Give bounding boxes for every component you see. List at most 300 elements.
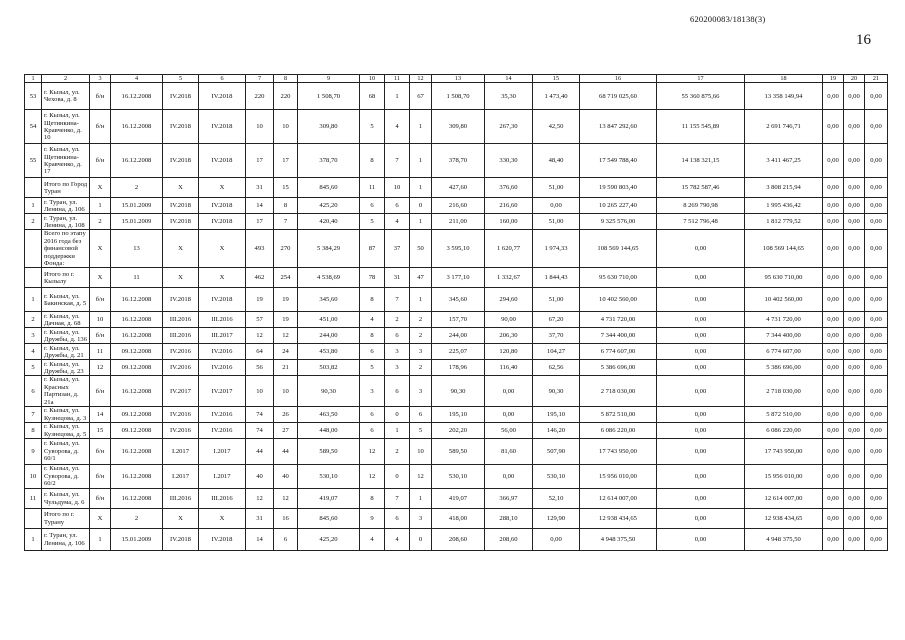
table-cell: 0,00: [865, 144, 888, 178]
table-cell: 0,00: [844, 83, 865, 110]
table-cell: 21: [274, 360, 298, 376]
address-cell: г. Кызыл, ул. Кузнецова, д. 5: [42, 423, 90, 439]
column-header: 19: [823, 75, 844, 83]
table-cell: 74: [246, 423, 274, 439]
table-cell: 1 508,70: [432, 83, 485, 110]
table-cell: 44: [274, 439, 298, 465]
column-header: 21: [865, 75, 888, 83]
table-cell: 420,40: [298, 214, 360, 230]
table-cell: 12: [360, 465, 385, 489]
table-cell: б/н: [90, 439, 111, 465]
table-cell: 7 344 400,00: [745, 328, 823, 344]
table-cell: 50: [410, 230, 432, 268]
table-cell: 51,00: [533, 288, 580, 312]
table-cell: 0,00: [823, 198, 844, 214]
table-cell: 1 332,67: [485, 268, 533, 288]
table-cell: III.2016: [199, 489, 246, 509]
table-cell: 0,00: [865, 83, 888, 110]
table-cell: 0,00: [844, 110, 865, 144]
table-cell: 0,00: [865, 439, 888, 465]
table-cell: 418,00: [432, 509, 485, 529]
column-header: 1: [25, 75, 42, 83]
table-cell: 5: [360, 360, 385, 376]
table-cell: 17 743 950,00: [580, 439, 657, 465]
table-cell: 0,00: [823, 178, 844, 198]
document-code: 620200083/18138(3): [690, 14, 766, 24]
table-cell: 244,00: [432, 328, 485, 344]
table-cell: 15 956 010,00: [745, 465, 823, 489]
table-cell: X: [90, 268, 111, 288]
table-cell: 0,00: [823, 360, 844, 376]
table-cell: X: [163, 230, 199, 268]
table-cell: 12: [246, 489, 274, 509]
table-cell: [25, 268, 42, 288]
table-cell: 220: [274, 83, 298, 110]
table-cell: 81,60: [485, 439, 533, 465]
table-cell: 0,00: [657, 529, 745, 551]
table-cell: 31: [246, 509, 274, 529]
table-cell: 16.12.2008: [111, 83, 163, 110]
table-cell: 3 411 467,25: [745, 144, 823, 178]
table-cell: 5 872 510,00: [580, 407, 657, 423]
table-cell: 589,50: [298, 439, 360, 465]
table-cell: 507,90: [533, 439, 580, 465]
table-cell: 0,00: [533, 198, 580, 214]
table-cell: 146,20: [533, 423, 580, 439]
table-cell: 0,00: [865, 465, 888, 489]
table-cell: 90,30: [533, 376, 580, 407]
column-header: 10: [360, 75, 385, 83]
table-cell: 419,07: [432, 489, 485, 509]
table-row: [25, 344, 888, 360]
table-cell: 0: [410, 198, 432, 214]
table-cell: 270: [274, 230, 298, 268]
table-cell: 845,60: [298, 178, 360, 198]
table-cell: 1: [385, 423, 410, 439]
table-cell: 6 774 607,00: [580, 344, 657, 360]
table-cell: IV.2016: [199, 407, 246, 423]
table-cell: 254: [274, 268, 298, 288]
table-cell: 0,00: [844, 344, 865, 360]
table-cell: 4 948 375,50: [745, 529, 823, 551]
table-cell: III.2016: [163, 312, 199, 328]
table-row: [25, 268, 888, 288]
table-cell: 2: [111, 509, 163, 529]
table-cell: 4: [360, 312, 385, 328]
table-cell: IV.2018: [163, 110, 199, 144]
table-cell: 87: [360, 230, 385, 268]
table-cell: I.2017: [163, 465, 199, 489]
column-header: 16: [580, 75, 657, 83]
table-cell: 225,07: [432, 344, 485, 360]
table-cell: [25, 230, 42, 268]
column-header: 7: [246, 75, 274, 83]
table-cell: 0,00: [823, 214, 844, 230]
table-cell: 0,00: [865, 268, 888, 288]
table-cell: 17 743 950,00: [745, 439, 823, 465]
address-cell: г. Кызыл, ул. Дружбы, д. 23: [42, 360, 90, 376]
table-cell: 51,00: [533, 214, 580, 230]
table-cell: 104,27: [533, 344, 580, 360]
table-cell: 378,70: [432, 144, 485, 178]
table-cell: 3: [410, 509, 432, 529]
table-cell: 1: [410, 214, 432, 230]
table-cell: X: [90, 230, 111, 268]
table-cell: 4 538,69: [298, 268, 360, 288]
table-cell: 0,00: [844, 423, 865, 439]
table-cell: 16.12.2008: [111, 288, 163, 312]
table-cell: 845,60: [298, 509, 360, 529]
table-cell: 1: [410, 110, 432, 144]
table-cell: 1 974,33: [533, 230, 580, 268]
table-cell: 0,00: [657, 288, 745, 312]
table-row: [25, 529, 888, 551]
table-cell: 0,00: [865, 376, 888, 407]
column-header: 8: [274, 75, 298, 83]
table-cell: 09.12.2008: [111, 407, 163, 423]
table-cell: 178,96: [432, 360, 485, 376]
table-row: [25, 214, 888, 230]
column-header: 13: [432, 75, 485, 83]
table-cell: 0,00: [657, 230, 745, 268]
table-cell: 16.12.2008: [111, 328, 163, 344]
table-cell: 1: [90, 529, 111, 551]
table-cell: 09.12.2008: [111, 423, 163, 439]
table-cell: 1: [25, 288, 42, 312]
table-cell: 19: [274, 312, 298, 328]
table-row: [25, 423, 888, 439]
table-cell: 208,60: [432, 529, 485, 551]
table-cell: 0,00: [844, 360, 865, 376]
table-cell: 216,60: [432, 198, 485, 214]
table-cell: 10 265 227,40: [580, 198, 657, 214]
table-cell: 17: [246, 144, 274, 178]
table-cell: 24: [274, 344, 298, 360]
table-cell: 6: [385, 198, 410, 214]
table-cell: 56: [246, 360, 274, 376]
table-cell: 78: [360, 268, 385, 288]
table-cell: 0,00: [657, 328, 745, 344]
table-cell: III.2017: [199, 328, 246, 344]
table-cell: 1: [410, 178, 432, 198]
table-cell: 1 844,43: [533, 268, 580, 288]
table-cell: X: [199, 178, 246, 198]
table-cell: 95 630 710,00: [580, 268, 657, 288]
address-cell: г. Кызыл, ул. Суворова, д. 60/2: [42, 465, 90, 489]
column-header: 15: [533, 75, 580, 83]
table-cell: 2: [111, 178, 163, 198]
table-cell: 0,00: [485, 376, 533, 407]
table-cell: 5 384,29: [298, 230, 360, 268]
column-header: 11: [385, 75, 410, 83]
table-cell: 1: [410, 489, 432, 509]
data-table: [24, 74, 888, 551]
table-cell: IV.2016: [199, 344, 246, 360]
table-cell: 6: [25, 376, 42, 407]
table-cell: 4: [385, 529, 410, 551]
table-cell: 0,00: [844, 439, 865, 465]
table-cell: IV.2018: [199, 198, 246, 214]
table-cell: 0,00: [823, 529, 844, 551]
table-cell: 6: [410, 407, 432, 423]
table-cell: 2: [25, 312, 42, 328]
table-cell: 16: [274, 509, 298, 529]
table-cell: 17: [274, 144, 298, 178]
table-cell: б/н: [90, 489, 111, 509]
table-cell: 14: [90, 407, 111, 423]
table-cell: 330,30: [485, 144, 533, 178]
table-cell: 12 614 007,00: [745, 489, 823, 509]
table-cell: 453,80: [298, 344, 360, 360]
table-cell: 0,00: [844, 465, 865, 489]
table-cell: 3 177,10: [432, 268, 485, 288]
table-cell: 16.12.2008: [111, 489, 163, 509]
table-cell: 0,00: [865, 198, 888, 214]
table-cell: 195,10: [432, 407, 485, 423]
table-cell: 6: [274, 529, 298, 551]
table-cell: 294,60: [485, 288, 533, 312]
table-cell: 64: [246, 344, 274, 360]
table-row: [25, 509, 888, 529]
table-cell: 206,30: [485, 328, 533, 344]
table-cell: 14: [246, 198, 274, 214]
table-cell: 1 620,77: [485, 230, 533, 268]
table-cell: 3: [360, 376, 385, 407]
table-cell: 11: [360, 178, 385, 198]
table-cell: 7: [385, 489, 410, 509]
table-cell: 0,00: [823, 83, 844, 110]
table-cell: 0,00: [823, 144, 844, 178]
table-cell: 129,90: [533, 509, 580, 529]
table-cell: III.2016: [163, 489, 199, 509]
table-cell: б/н: [90, 328, 111, 344]
table-cell: 10 402 560,00: [745, 288, 823, 312]
table-cell: 10: [385, 178, 410, 198]
table-cell: 6: [360, 344, 385, 360]
table-cell: 0,00: [844, 144, 865, 178]
table-cell: 5: [410, 423, 432, 439]
page-number: 16: [856, 32, 871, 48]
table-cell: 1: [25, 198, 42, 214]
table-cell: 0,00: [844, 328, 865, 344]
table-cell: 157,70: [432, 312, 485, 328]
column-header: 6: [199, 75, 246, 83]
table-cell: 0,00: [823, 312, 844, 328]
table-cell: 12 938 434,65: [580, 509, 657, 529]
table-cell: 0,00: [823, 268, 844, 288]
table-cell: 7: [385, 288, 410, 312]
table-cell: 2: [410, 312, 432, 328]
table-cell: IV.2018: [199, 288, 246, 312]
table-cell: 0,00: [657, 407, 745, 423]
table-cell: 68: [360, 83, 385, 110]
table-row: [25, 198, 888, 214]
table-cell: 16.12.2008: [111, 465, 163, 489]
table-cell: 14 138 321,15: [657, 144, 745, 178]
table-cell: 1: [25, 529, 42, 551]
column-header: 3: [90, 75, 111, 83]
table-cell: 0,00: [657, 268, 745, 288]
table-cell: 8: [274, 198, 298, 214]
table-cell: IV.2016: [163, 407, 199, 423]
table-cell: 366,97: [485, 489, 533, 509]
table-cell: 589,50: [432, 439, 485, 465]
address-cell: г. Кызыл, ул. Красных Партизан, д. 21а: [42, 376, 90, 407]
table-cell: 6: [360, 423, 385, 439]
table-cell: 0,00: [844, 529, 865, 551]
table-cell: 13: [111, 230, 163, 268]
table-cell: 3: [25, 328, 42, 344]
table-cell: 425,20: [298, 198, 360, 214]
table-cell: 15 782 587,46: [657, 178, 745, 198]
table-cell: 15: [90, 423, 111, 439]
table-cell: 7 512 796,48: [657, 214, 745, 230]
table-cell: 120,80: [485, 344, 533, 360]
table-cell: 0,00: [657, 439, 745, 465]
table-cell: 2: [90, 214, 111, 230]
table-cell: 6: [385, 509, 410, 529]
table-cell: 15.01.2009: [111, 198, 163, 214]
column-header: 4: [111, 75, 163, 83]
table-cell: 12: [360, 439, 385, 465]
table-cell: 52,10: [533, 489, 580, 509]
table-cell: 378,70: [298, 144, 360, 178]
table-cell: X: [90, 178, 111, 198]
table-cell: 9: [360, 509, 385, 529]
table-cell: 6 086 220,00: [580, 423, 657, 439]
table-cell: 26: [274, 407, 298, 423]
table-cell: 0,00: [657, 376, 745, 407]
table-cell: 48,40: [533, 144, 580, 178]
table-cell: 11: [25, 489, 42, 509]
table-cell: б/н: [90, 465, 111, 489]
table-cell: 451,00: [298, 312, 360, 328]
table-cell: 1: [385, 83, 410, 110]
table-cell: 14: [246, 529, 274, 551]
table-cell: 309,80: [432, 110, 485, 144]
address-cell: Итого по г. Кызылу: [42, 268, 90, 288]
table-cell: I.2017: [199, 465, 246, 489]
table-cell: 67: [410, 83, 432, 110]
address-cell: г. Кызыл, ул. Дружбы, д. 21: [42, 344, 90, 360]
table-cell: 12: [90, 360, 111, 376]
address-cell: г. Туран, ул. Ленина, д. 106: [42, 198, 90, 214]
table-cell: 5 386 696,00: [580, 360, 657, 376]
table-cell: 0,00: [657, 465, 745, 489]
table-cell: 74: [246, 407, 274, 423]
table-cell: 5 386 696,00: [745, 360, 823, 376]
table-cell: 0,00: [865, 230, 888, 268]
table-cell: 5 872 510,00: [745, 407, 823, 423]
table-cell: 15.01.2009: [111, 214, 163, 230]
address-cell: Всего по этапу 2016 года без финансовой поддержки Фонда:: [42, 230, 90, 268]
table-cell: 12: [410, 465, 432, 489]
table-cell: 3: [410, 376, 432, 407]
table-cell: 0,00: [865, 529, 888, 551]
address-cell: г. Туран, ул. Ленина, д. 106: [42, 529, 90, 551]
table-cell: 16.12.2008: [111, 439, 163, 465]
table-cell: 376,60: [485, 178, 533, 198]
table-cell: 3: [385, 344, 410, 360]
table-cell: 8: [25, 423, 42, 439]
table-cell: 6: [360, 407, 385, 423]
table-cell: 309,80: [298, 110, 360, 144]
table-cell: 216,60: [485, 198, 533, 214]
address-cell: Итого по Город Туран: [42, 178, 90, 198]
table-cell: 9 325 576,00: [580, 214, 657, 230]
table-cell: 19: [246, 288, 274, 312]
table-cell: IV.2018: [163, 198, 199, 214]
table-cell: 2: [410, 328, 432, 344]
table-cell: IV.2016: [163, 344, 199, 360]
table-cell: 6 086 220,00: [745, 423, 823, 439]
table-cell: 267,30: [485, 110, 533, 144]
table-row: [25, 110, 888, 144]
table-cell: 10: [274, 110, 298, 144]
table-cell: 11: [111, 268, 163, 288]
table-cell: 0: [385, 407, 410, 423]
table-cell: [25, 509, 42, 529]
table-cell: 0,00: [844, 312, 865, 328]
table-cell: 4: [385, 214, 410, 230]
table-cell: 55: [25, 144, 42, 178]
column-header: 18: [745, 75, 823, 83]
table-cell: 1 473,40: [533, 83, 580, 110]
table-row: [25, 328, 888, 344]
table-cell: 1: [410, 144, 432, 178]
table-cell: 10: [25, 465, 42, 489]
table-cell: 2: [25, 214, 42, 230]
table-cell: 0,00: [865, 344, 888, 360]
column-header: 12: [410, 75, 432, 83]
table-cell: 8: [360, 144, 385, 178]
table-cell: 90,00: [485, 312, 533, 328]
table-row: [25, 288, 888, 312]
table-cell: 90,30: [432, 376, 485, 407]
table-cell: 4 948 375,50: [580, 529, 657, 551]
table-cell: б/н: [90, 83, 111, 110]
table-cell: IV.2018: [163, 144, 199, 178]
table-cell: 0,00: [865, 509, 888, 529]
table-cell: 425,20: [298, 529, 360, 551]
table-row: [25, 178, 888, 198]
table-cell: 42,50: [533, 110, 580, 144]
table-cell: X: [199, 268, 246, 288]
column-header: 2: [42, 75, 90, 83]
table-cell: 44: [246, 439, 274, 465]
table-row: [25, 360, 888, 376]
column-header: 9: [298, 75, 360, 83]
table-cell: б/н: [90, 376, 111, 407]
table-cell: 202,20: [432, 423, 485, 439]
table-cell: 288,10: [485, 509, 533, 529]
table-cell: IV.2018: [199, 144, 246, 178]
table-cell: 5: [360, 214, 385, 230]
table-cell: 3 808 215,94: [745, 178, 823, 198]
table-cell: 62,56: [533, 360, 580, 376]
table-cell: 1: [410, 288, 432, 312]
address-cell: г. Туран, ул. Ленина, д. 108: [42, 214, 90, 230]
table-cell: 0,00: [844, 288, 865, 312]
table-cell: 56,00: [485, 423, 533, 439]
table-cell: 0,00: [865, 489, 888, 509]
table-row: [25, 230, 888, 268]
address-cell: г. Кызыл, ул. Кузнецова, д. 3: [42, 407, 90, 423]
table-cell: 427,60: [432, 178, 485, 198]
table-cell: б/н: [90, 288, 111, 312]
table-cell: 15.01.2009: [111, 529, 163, 551]
table-cell: 8: [360, 328, 385, 344]
